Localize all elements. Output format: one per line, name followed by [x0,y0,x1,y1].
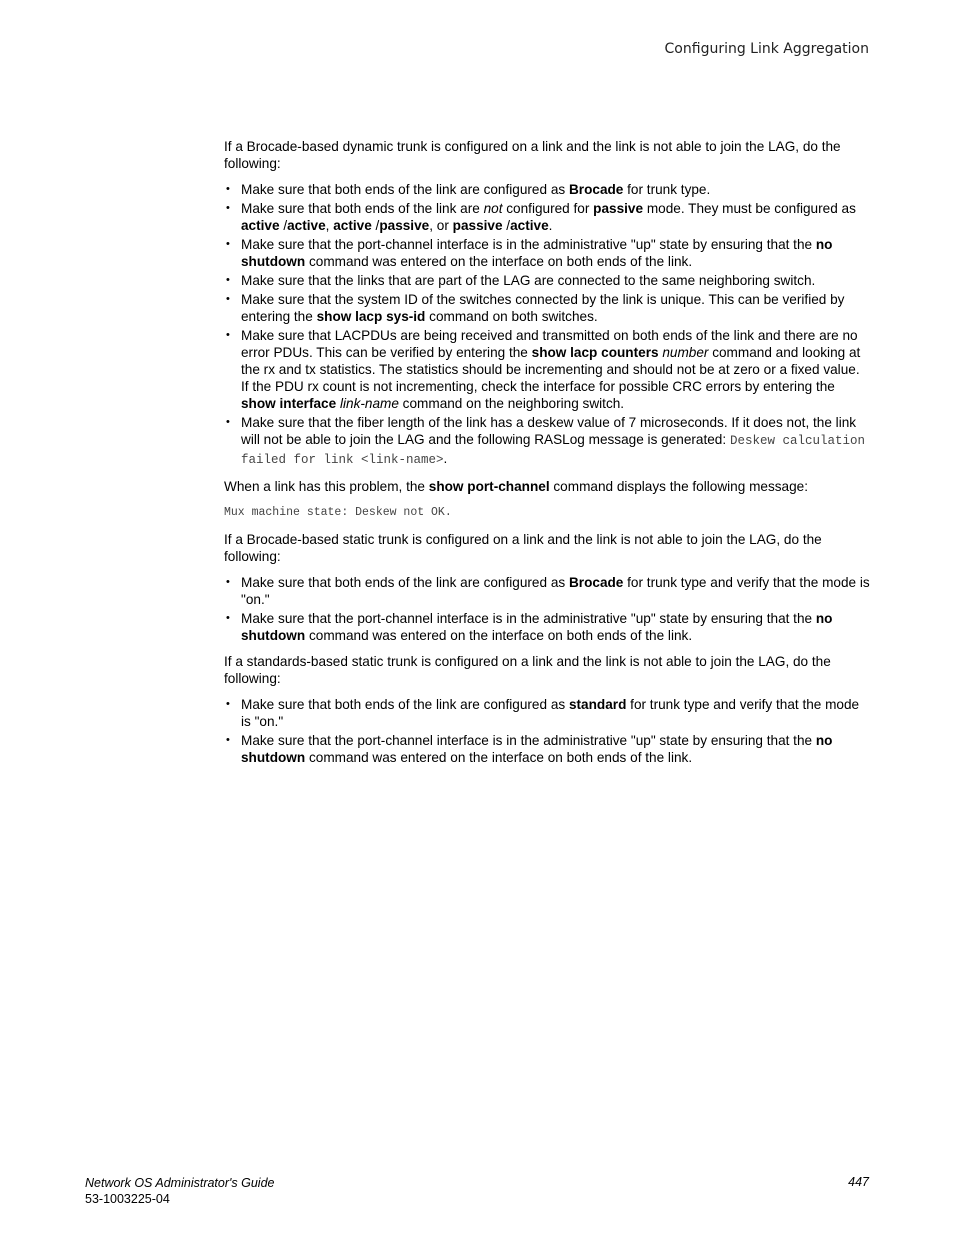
list-item: • Make sure that the system ID of the switches connected by the link is unique. This can be verified by entering the show lacp sys-id command on both switches. [224,291,870,325]
footer-doc-number: 53-1003225-04 [85,1192,170,1206]
intro-standards-static-trunk: If a standards-based static trunk is configured on a link and the link is not able to join the LAG, do the following: [224,654,831,686]
code-sample: Mux machine state: Deskew not OK. [224,506,452,519]
list-item: • Make sure that the fiber length of the link has a deskew value of 7 microseconds. If it does not, the link will not be able to join the LAG and the following RASLog message is generated: Deskew calculation failed for link <link-name>. [224,414,870,469]
list-item: • Make sure that the links that are part of the LAG are connected to the same neighboring switch. [224,272,870,289]
list-item: • Make sure that both ends of the link are configured as Brocade for trunk type. [224,181,870,198]
list-item: • Make sure that the port-channel interface is in the administrative "up" state by ensuring that the no shutdown command was entered on the interface on both ends of the link. [224,610,870,644]
list-item: • Make sure that both ends of the link are not configured for passive mode. They must be configured as active /active, active /passive, or passive /active. [224,200,870,234]
footer-doc-info [85,1175,274,1207]
raslog-message-code: Deskew calculation failed for link <link-name> [241,434,865,467]
footer-guide-title: Network OS Administrator's Guide [85,1176,275,1190]
list-item: • Make sure that the port-channel interface is in the administrative "up" state by ensuring that the no shutdown command was entered on the interface on both ends of the link. [224,236,870,270]
problem-sentence: When a link has this problem, the show port-channel command displays the following message: [224,479,809,494]
running-header-title: Configuring Link Aggregation [664,41,869,57]
list-item: • Make sure that LACPDUs are being received and transmitted on both ends of the link and there are no error PDUs. This can be verified by entering the show lacp counters number command and looking at the rx and tx statistics. The statistics should be incrementing and should not be at zero or a fixed value. If the PDU rx count is not incrementing, check the interface for possible CRC errors by entering the show interface link-name command on the neighboring switch. [224,327,870,412]
page-number: 447 [848,1175,869,1189]
brocade-static-trunk-checklist [224,574,870,644]
intro-dynamic-trunk: If a Brocade-based dynamic trunk is configured on a link and the link is not able to join the LAG, do the following: [224,139,841,171]
list-item: • Make sure that both ends of the link are configured as standard for trunk type and verify that the mode is "on." [224,696,870,730]
dynamic-trunk-checklist [224,181,870,469]
list-item: • Make sure that both ends of the link are configured as Brocade for trunk type and verify that the mode is "on." [224,574,870,608]
list-item: • Make sure that the port-channel interface is in the administrative "up" state by ensuring that the no shutdown command was entered on the interface on both ends of the link. [224,732,870,766]
standards-static-trunk-checklist [224,696,870,766]
page-content [224,138,870,775]
intro-brocade-static-trunk: If a Brocade-based static trunk is configured on a link and the link is not able to join the LAG, do the following: [224,532,822,564]
